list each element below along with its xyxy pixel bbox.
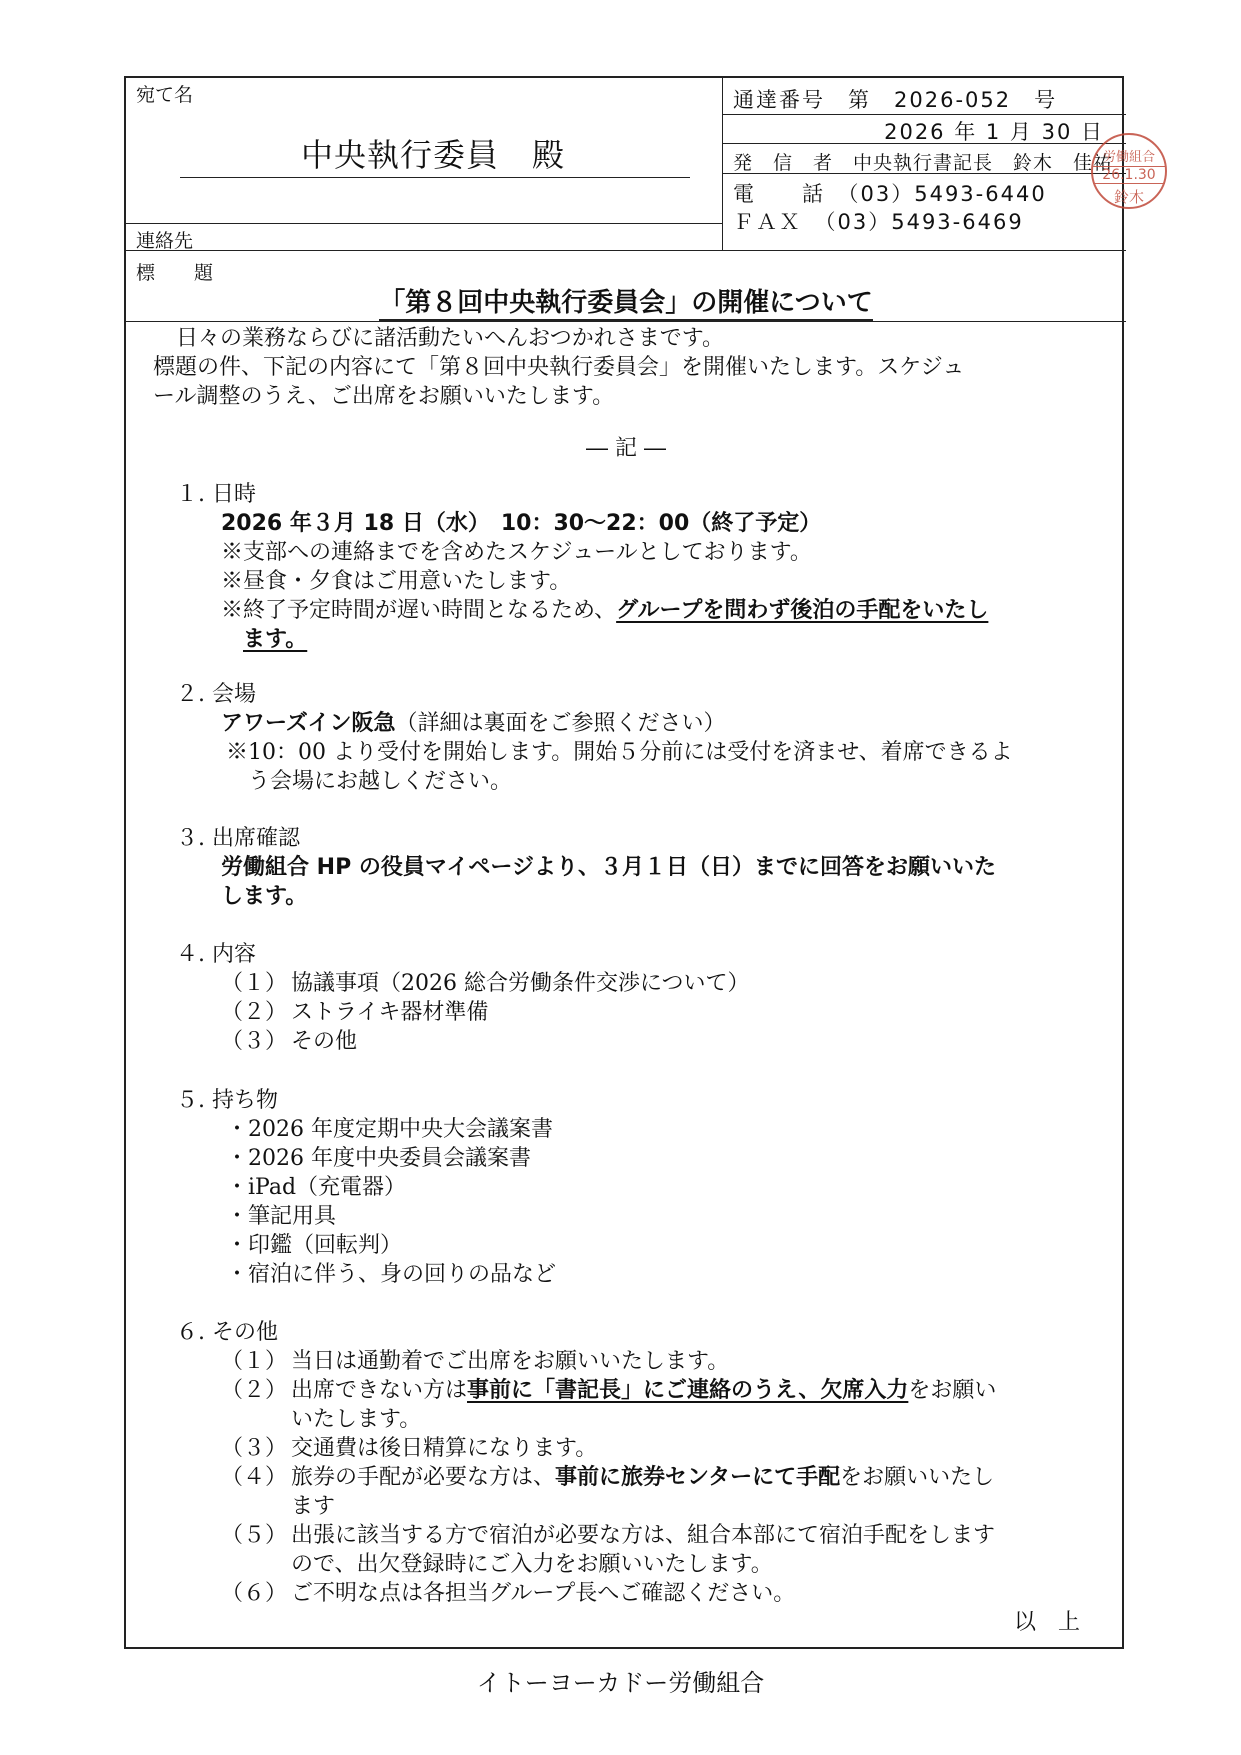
list-item: ・2026 年度中央委員会議案書 bbox=[226, 1146, 531, 1171]
contact-label: 連絡先 bbox=[136, 230, 194, 252]
list-item: その他 bbox=[291, 1029, 358, 1054]
section-heading: ６. その他 bbox=[176, 1320, 278, 1345]
list-item-no: （２） bbox=[221, 1000, 288, 1025]
list-item-no: （２） bbox=[221, 1378, 288, 1403]
fax: ＦＡＸ （03）5493-6469 bbox=[733, 210, 1024, 234]
list-item: ます bbox=[291, 1494, 336, 1519]
list-item-no: （３） bbox=[221, 1436, 288, 1461]
list-item: ・筆記用具 bbox=[226, 1204, 337, 1229]
section-heading: ３. 出席確認 bbox=[176, 826, 300, 851]
intro-line: 標題の件、下記の内容にて「第８回中央執行委員会」を開催いたします。スケジュ bbox=[153, 355, 965, 380]
intro-line: ール調整のうえ、ご出席をお願いいたします。 bbox=[153, 384, 615, 409]
section-heading: ５. 持ち物 bbox=[176, 1088, 278, 1113]
section-heading: １. 日時 bbox=[176, 482, 256, 507]
meeting-datetime: 2026 年３月 18 日（水） 10：30～22：00（終了予定） bbox=[221, 511, 822, 536]
emphasis: ます。 bbox=[243, 627, 308, 652]
ki-marker: ― 記 ― bbox=[586, 436, 666, 461]
list-item-no: （４） bbox=[221, 1465, 288, 1490]
divider bbox=[723, 114, 1126, 115]
addressee-underline bbox=[180, 177, 690, 178]
list-item: ご不明な点は各担当グループ長へご確認ください。 bbox=[291, 1581, 796, 1606]
title-text: 「第８回中央執行委員会」の開催について bbox=[379, 288, 872, 321]
list-item-no: （５） bbox=[221, 1523, 288, 1548]
list-item: ・2026 年度定期中央大会議案書 bbox=[226, 1117, 553, 1142]
addressee-block bbox=[126, 78, 723, 251]
emphasis: グループを問わず後泊の手配をいたし bbox=[616, 598, 989, 623]
list-item-no: （１） bbox=[221, 1349, 288, 1374]
attendance-instruction: 労働組合 HP の役員マイページより、３月１日（日）までに回答をお願いいた bbox=[221, 855, 996, 880]
addressee: 中央執行委員 殿 bbox=[300, 136, 565, 174]
telephone: 電 話 （03）5493-6440 bbox=[733, 182, 1047, 206]
section-heading: ２. 会場 bbox=[176, 682, 256, 707]
list-item-no: （３） bbox=[221, 1029, 288, 1054]
divider bbox=[126, 321, 1126, 322]
list-item-no: （１） bbox=[221, 971, 288, 996]
divider bbox=[723, 143, 1126, 144]
list-item: 出席できない方は事前に「書記長」にご連絡のうえ、欠席入力をお願い bbox=[291, 1378, 997, 1403]
addressee-label: 宛て名 bbox=[136, 84, 194, 106]
note: う会場にお越しください。 bbox=[248, 769, 513, 794]
list-item: ストライキ器材準備 bbox=[291, 1000, 489, 1025]
sender-block bbox=[723, 78, 1126, 251]
document-frame bbox=[124, 76, 1124, 1649]
divider bbox=[723, 173, 1126, 174]
notice-number: 通達番号 第 2026-052 号 bbox=[733, 88, 1058, 112]
note: ※昼食・夕食はご用意いたします。 bbox=[221, 569, 572, 594]
venue: アワーズイン阪急（詳細は裏面をご参照ください） bbox=[221, 711, 726, 736]
stamp-org: 労働組合 bbox=[1102, 150, 1155, 165]
list-item: ので、出欠登録時にご入力をお願いいたします。 bbox=[291, 1552, 773, 1577]
seal-stamp bbox=[1091, 133, 1167, 209]
section-heading: ４. 内容 bbox=[176, 942, 256, 967]
emphasis: 事前に「書記長」にご連絡のうえ、欠席入力 bbox=[467, 1378, 909, 1403]
stamp-date: 26.1.30 bbox=[1093, 166, 1165, 184]
list-item: 旅券の手配が必要な方は、事前に旅券センターにて手配をお願いいたし bbox=[291, 1465, 995, 1490]
issue-date: 2026 年 1 月 30 日 bbox=[884, 120, 1104, 144]
emphasis: 事前に旅券センターにて手配 bbox=[555, 1465, 841, 1490]
stamp-name: 鈴木 bbox=[1113, 188, 1144, 206]
organization-name: イトーヨーカドー労働組合 bbox=[476, 1669, 765, 1697]
list-item: 交通費は後日精算になります。 bbox=[291, 1436, 598, 1461]
intro-line: 日々の業務ならびに諸活動たいへんおつかれさまです。 bbox=[176, 326, 725, 351]
note: ※支部への連絡までを含めたスケジュールとしております。 bbox=[221, 540, 812, 565]
list-item: 当日は通勤着でご出席をお願いいたします。 bbox=[291, 1349, 730, 1374]
document-title bbox=[126, 282, 1126, 319]
title-label: 標 題 bbox=[136, 262, 224, 284]
list-item-no: （６） bbox=[221, 1581, 288, 1606]
list-item: ・iPad（充電器） bbox=[226, 1175, 407, 1200]
list-item: 出張に該当する方で宿泊が必要な方は、組合本部にて宿泊手配をします bbox=[291, 1523, 996, 1548]
sender: 発 信 者 中央執行書記長 鈴木 佳祐 bbox=[733, 152, 1114, 174]
list-item: 協議事項（2026 総合労働条件交渉について） bbox=[291, 971, 750, 996]
attendance-instruction: します。 bbox=[221, 884, 308, 909]
note: ※終了予定時間が遅い時間となるため、グループを問わず後泊の手配をいたし bbox=[221, 598, 989, 623]
note: ※10：00 より受付を開始します。開始５分前には受付を済ませ、着席できるよ bbox=[226, 740, 1013, 765]
closing: 以 上 bbox=[1014, 1610, 1081, 1635]
list-item: ・印鑑（回転判） bbox=[226, 1233, 403, 1258]
list-item: いたします。 bbox=[291, 1407, 422, 1432]
list-item: ・宿泊に伴う、身の回りの品など bbox=[226, 1262, 557, 1287]
divider bbox=[126, 223, 723, 224]
